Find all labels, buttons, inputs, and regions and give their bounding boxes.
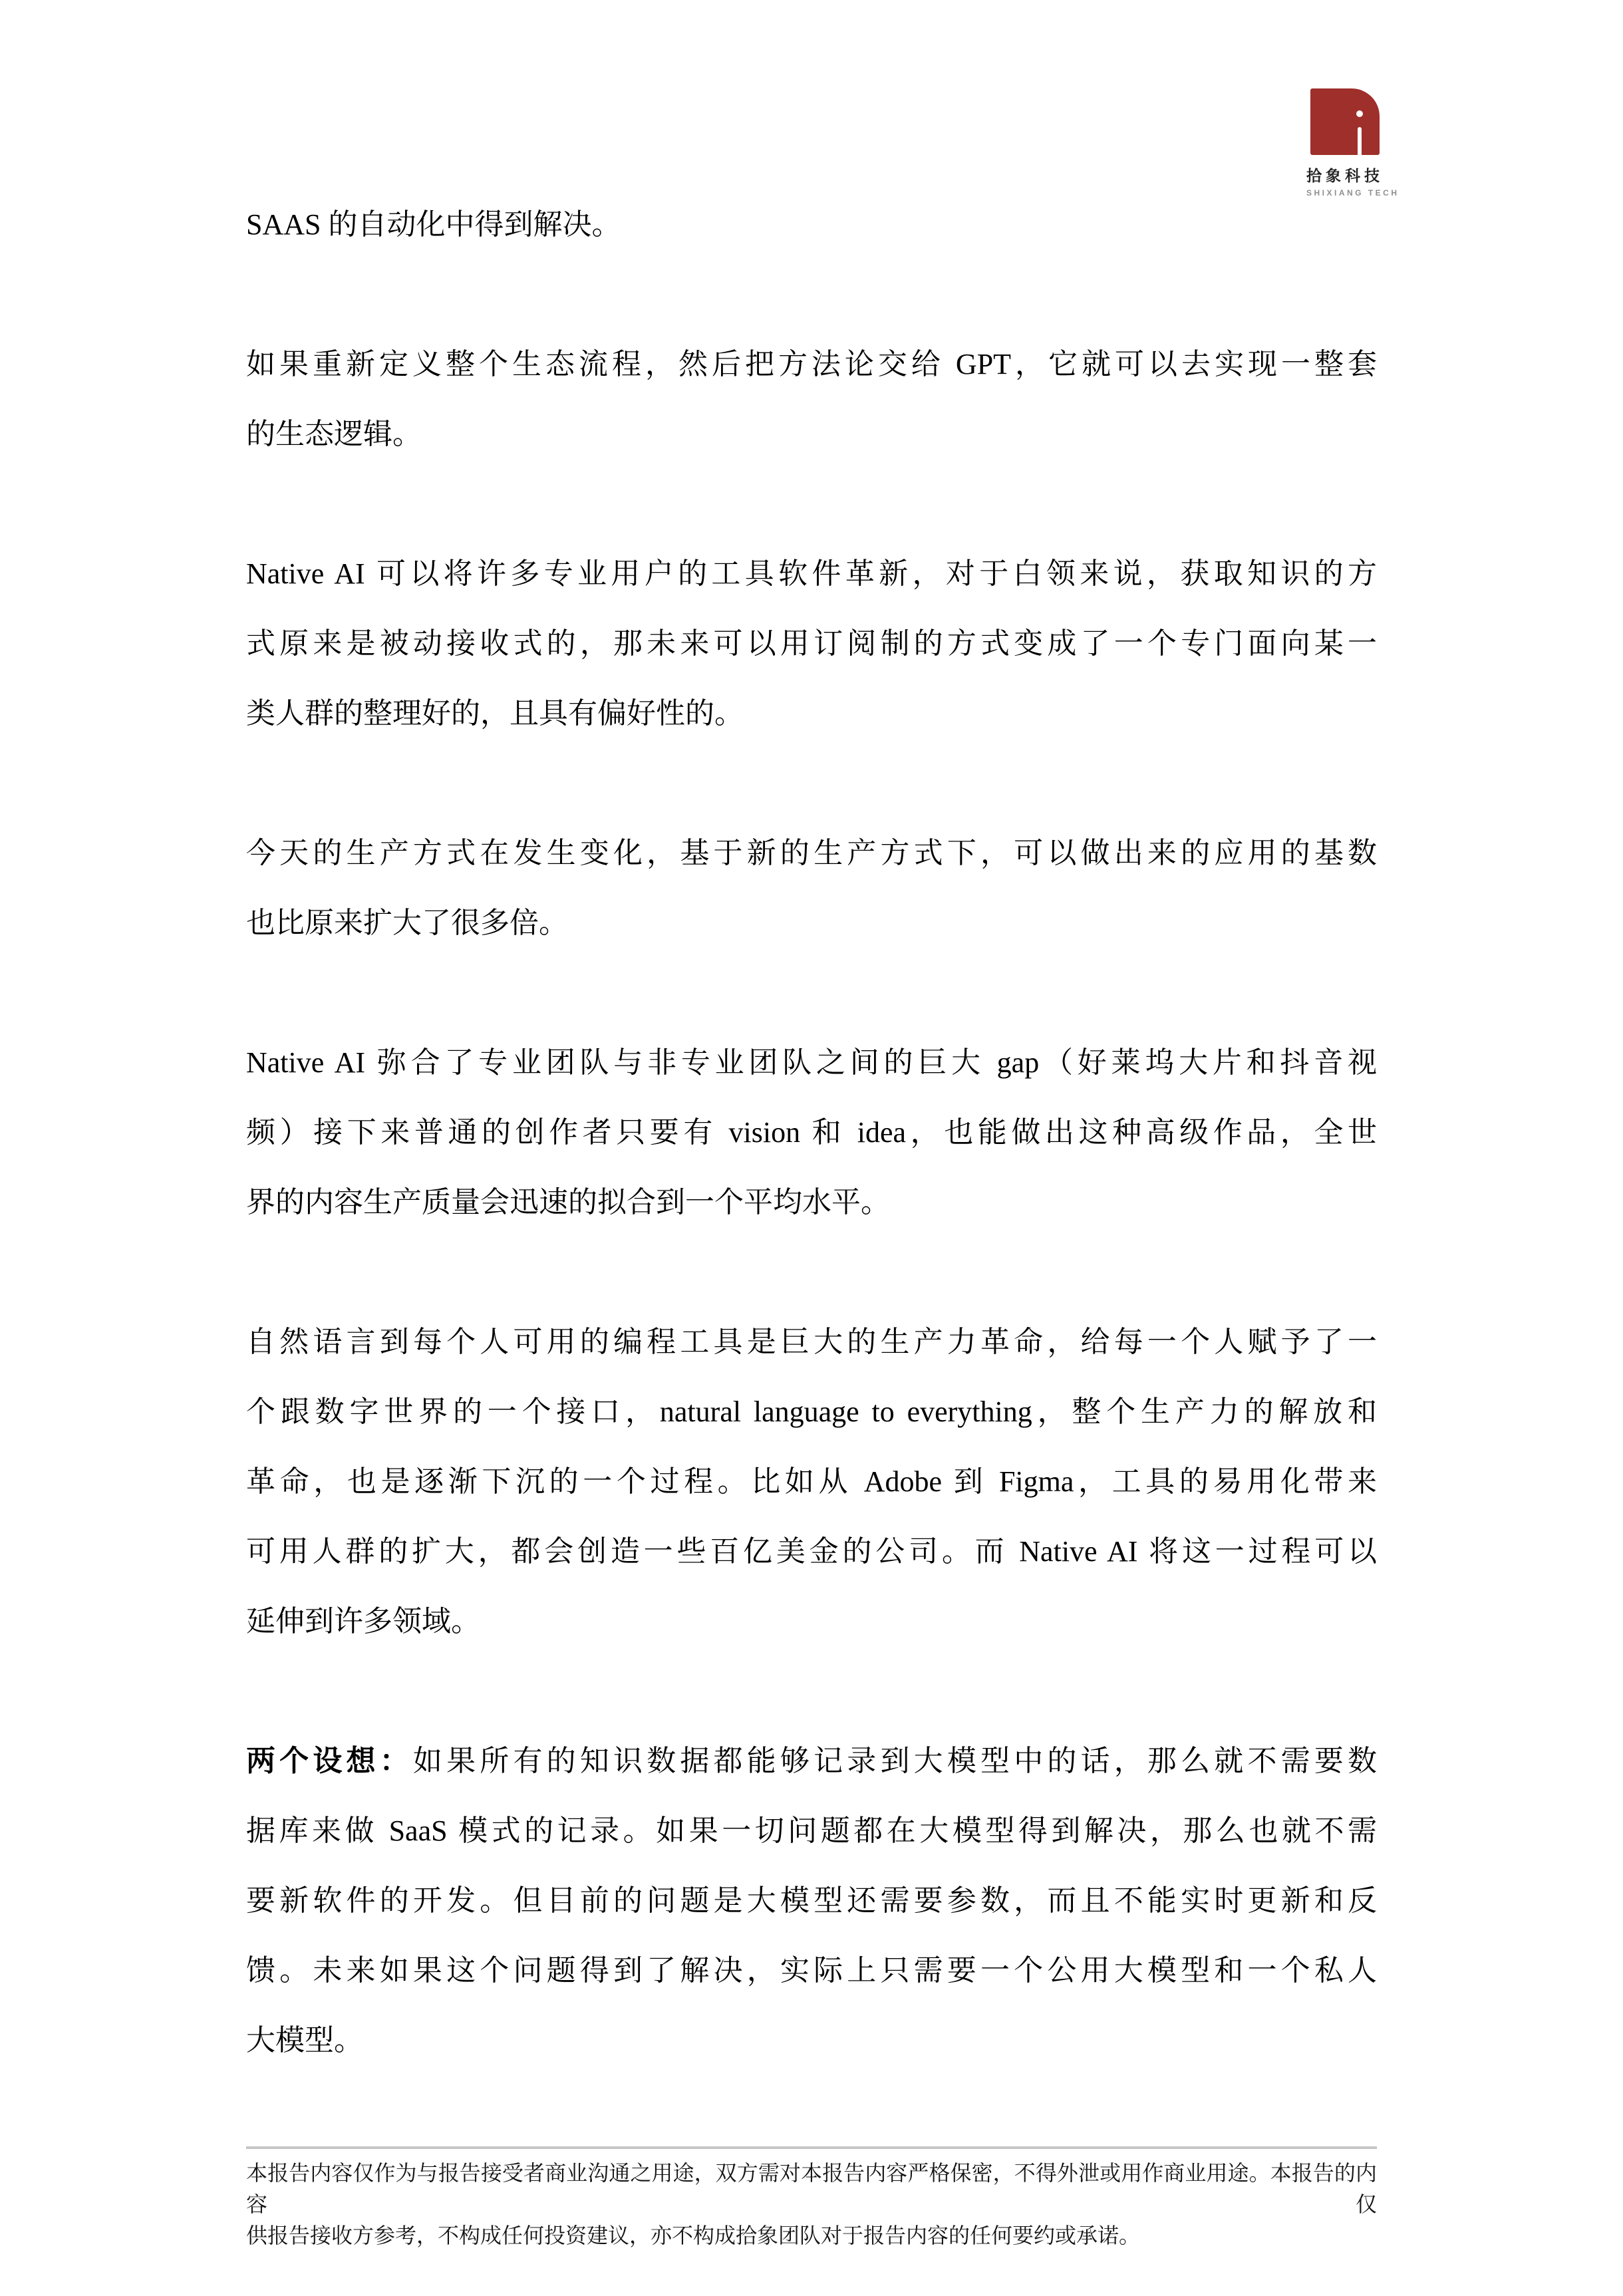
text-line: 也比原来扩大了很多倍。 <box>246 907 568 939</box>
paragraph <box>246 190 1377 259</box>
text-line: 今天的生产方式在发生变化，基于新的生产方式下，可以做出来的应用的基数 <box>246 837 1377 869</box>
elephant-eye-dot <box>1356 110 1363 117</box>
text-line: 个跟数字世界的一个接口，natural language to everything，整个生产力的解放和 <box>246 1395 1377 1428</box>
text-line: 式原来是被动接收式的，那未来可以用订阅制的方式变成了一个专门面向某一 <box>246 627 1377 660</box>
text-line: 大模型。 <box>246 2024 363 2057</box>
text-line: 界的内容生产质量会迅速的拟合到一个平均水平。 <box>246 1186 890 1219</box>
paragraph <box>246 329 1377 469</box>
text-span: 如果所有的知识数据都能够记录到大模型中的话，那么就不需要数 <box>412 1745 1378 1777</box>
text-line: 自然语言到每个人可用的编程工具是巨大的生产力革命，给每一个人赋予了一 <box>246 1326 1377 1358</box>
elephant-trunk-slot <box>1358 127 1362 155</box>
disclaimer-line: 本报告内容仅作为与报告接受者商业沟通之用途，双方需对本报告内容严格保密，不得外泄或用作商业用途。本报告的内容仅 <box>246 2161 1377 2216</box>
paragraph <box>246 1726 1377 2075</box>
shixiang-elephant-icon <box>1310 88 1380 155</box>
disclaimer-line: 供报告接收方参考，不构成任何投资建议，亦不构成拾象团队对于报告内容的任何要约或承诺。 <box>246 2224 1141 2247</box>
company-name-cn: 拾象科技 <box>1306 167 1384 184</box>
text-line: 如果重新定义整个生态流程，然后把方法论交给 GPT，它就可以去实现一整套 <box>246 348 1377 380</box>
paragraph <box>246 539 1377 748</box>
text-line <box>246 1726 1377 1796</box>
paragraph <box>246 1028 1377 1237</box>
paragraph <box>246 818 1377 958</box>
text-line: 延伸到许多领域。 <box>246 1605 480 1638</box>
text-line: Native AI 可以将许多专业用户的工具软件革新，对于白领来说，获取知识的方 <box>246 557 1377 590</box>
text-line: Native AI 弥合了专业团队与非专业团队之间的巨大 gap（好莱坞大片和抖音视 <box>246 1046 1377 1079</box>
bold-lead: 两个设想： <box>246 1745 413 1777</box>
text-line: 类人群的整理好的，且具有偏好性的。 <box>246 697 744 730</box>
footer-disclaimer <box>246 2146 1377 2251</box>
text-line: 可用人群的扩大，都会创造一些百亿美金的公司。而 Native AI 将这一过程可以 <box>246 1535 1377 1568</box>
document-body <box>246 190 1377 2145</box>
text-line: SAAS 的自动化中得到解决。 <box>246 208 621 241</box>
text-line: 革命，也是逐渐下沉的一个过程。比如从 Adobe 到 Figma，工具的易用化带来 <box>246 1465 1377 1498</box>
paragraph <box>246 1307 1377 1656</box>
text-line: 的生态逻辑。 <box>246 418 422 450</box>
company-name-en: SHIXIANG TECH <box>1306 188 1400 198</box>
header-logo <box>1306 88 1400 198</box>
text-line: 据库来做 SaaS 模式的记录。如果一切问题都在大模型得到解决，那么也就不需 <box>246 1814 1377 1847</box>
text-line: 馈。未来如果这个问题得到了解决，实际上只需要一个公用大模型和一个私人 <box>246 1954 1377 1987</box>
text-line: 要新软件的开发。但目前的问题是大模型还需要参数，而且不能实时更新和反 <box>246 1884 1377 1917</box>
text-line: 频）接下来普通的创作者只要有 vision 和 idea，也能做出这种高级作品，全世 <box>246 1116 1377 1149</box>
